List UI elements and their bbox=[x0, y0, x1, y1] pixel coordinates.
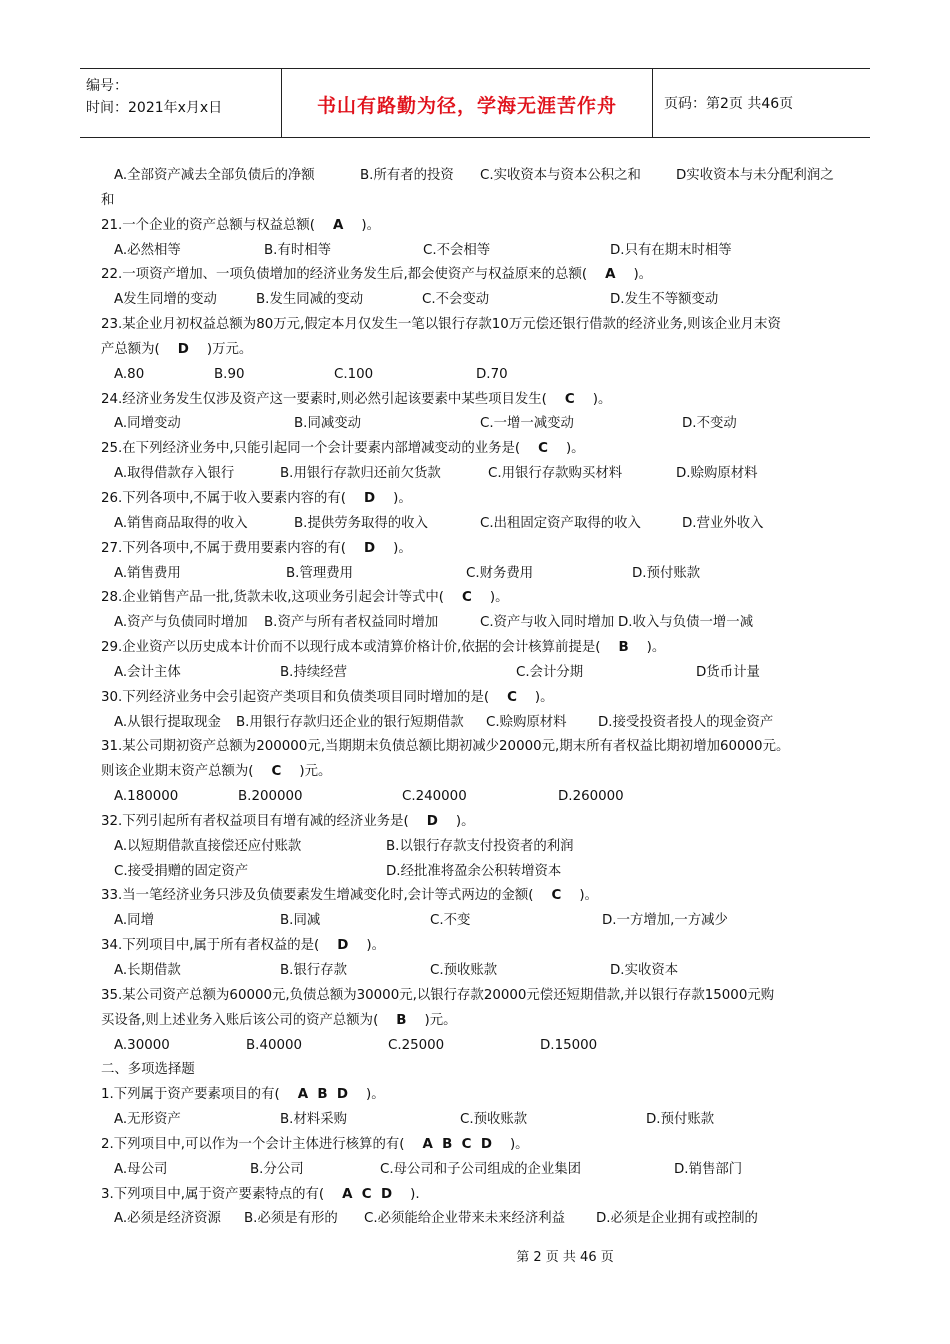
answer-mark: B bbox=[396, 1012, 407, 1028]
options-line bbox=[101, 860, 861, 885]
option-text: B.同减变动 bbox=[294, 416, 362, 432]
question-line bbox=[101, 338, 861, 363]
question-line bbox=[101, 1133, 861, 1158]
question-close: )元。 bbox=[299, 764, 332, 780]
line-text: 31.某公司期初资产总额为200000元,当期期末负债总额比期初减少20000元,期末所有者权益比期初增加60000元。 bbox=[101, 739, 790, 755]
question-close: )。 bbox=[534, 689, 554, 705]
option-text: B.提供劳务取得的收入 bbox=[294, 515, 428, 531]
line-text: 23.某企业月初权益总额为80万元,假定本月仅发生一笔以银行存款10万元偿还银行借款的经济业务,则该企业月末资 bbox=[101, 317, 781, 333]
question-text: 29.企业资产以历史成本计价而不以现行成本或清算价格计价,依据的会计核算前提是( bbox=[101, 640, 601, 656]
option-text: B.管理费用 bbox=[286, 565, 354, 581]
question-text: 30.下列经济业务中会引起资产类项目和负债类项目同时增加的是( bbox=[101, 689, 490, 705]
option-text: C.母公司和子公司组成的企业集团 bbox=[380, 1161, 582, 1177]
answer-mark: A B C D bbox=[422, 1136, 492, 1152]
question-text: 27.下列各项中,不属于费用要素内容的有( bbox=[101, 540, 347, 556]
question-text: 买设备,则上述业务入账后该公司的资产总额为( bbox=[101, 1012, 379, 1028]
option-text: A.同增变动 bbox=[114, 416, 181, 432]
option-text: C.100 bbox=[334, 366, 374, 382]
options-line bbox=[101, 959, 861, 984]
question-close: )。 bbox=[509, 1136, 529, 1152]
answer-mark: D bbox=[426, 813, 438, 829]
time-label: 时间：2021年x月x日 bbox=[86, 100, 223, 116]
option-text: A.取得借款存入银行 bbox=[114, 466, 235, 482]
option-text: B.持续经营 bbox=[280, 664, 348, 680]
text-line bbox=[101, 189, 861, 214]
answer-mark: B bbox=[618, 640, 629, 656]
question-line bbox=[101, 1083, 861, 1108]
question-close: )万元。 bbox=[206, 341, 253, 357]
option-text: D.一方增加,一方减少 bbox=[602, 913, 728, 929]
options-line bbox=[101, 711, 861, 736]
options-line bbox=[101, 1158, 861, 1183]
answer-mark: A bbox=[605, 267, 616, 283]
number-label: 编号： bbox=[86, 78, 128, 94]
question-line bbox=[101, 636, 861, 661]
option-text: D.260000 bbox=[558, 789, 624, 805]
options-line bbox=[101, 363, 861, 388]
option-text: D.销售部门 bbox=[674, 1161, 743, 1177]
question-text: 22.一项资产增加、一项负债增加的经济业务发生后,都会使资产与权益原来的总额( bbox=[101, 267, 588, 283]
options-line bbox=[101, 412, 861, 437]
option-text: D.经批准将盈余公积转增资本 bbox=[386, 863, 562, 879]
option-text: C.预收账款 bbox=[430, 963, 498, 978]
question-line bbox=[101, 214, 861, 239]
question-line bbox=[101, 537, 861, 562]
line-text: 35.某公司资产总额为60000元,负债总额为30000元,以银行存款20000元偿还短期借款,并以银行存款15000元购 bbox=[101, 987, 775, 1003]
option-text: B.用银行存款归还企业的银行短期借款 bbox=[236, 714, 464, 730]
options-line bbox=[101, 1034, 861, 1059]
option-text: A.同增 bbox=[114, 913, 154, 929]
question-text: 则该企业期末资产总额为( bbox=[101, 764, 254, 780]
option-text: A.80 bbox=[114, 366, 145, 382]
page-header bbox=[80, 68, 870, 138]
option-text: C.一增一减变动 bbox=[480, 416, 574, 432]
line-text: 二、多项选择题 bbox=[101, 1062, 195, 1078]
answer-mark: C bbox=[462, 590, 472, 606]
option-text: C.预收账款 bbox=[460, 1112, 528, 1128]
question-line bbox=[101, 884, 861, 909]
option-text: B.以银行存款支付投资者的利润 bbox=[386, 838, 574, 854]
option-text: C.不会变动 bbox=[422, 292, 490, 308]
answer-mark: C bbox=[507, 689, 517, 705]
answer-mark: A C D bbox=[342, 1186, 393, 1202]
option-text: B.90 bbox=[214, 366, 245, 382]
option-text: C.不变 bbox=[430, 913, 471, 929]
question-text: 25.在下列经济业务中,只能引起同一个会计要素内部增减变动的业务是( bbox=[101, 441, 521, 457]
question-line bbox=[101, 760, 861, 785]
option-text: B.必须是有形的 bbox=[244, 1211, 338, 1227]
option-text: B.200000 bbox=[238, 789, 303, 805]
option-text: D.赊购原材料 bbox=[676, 466, 758, 482]
options-line bbox=[101, 785, 861, 810]
option-text: B.用银行存款归还前欠货款 bbox=[280, 466, 441, 482]
options-line bbox=[101, 462, 861, 487]
header-meta bbox=[86, 75, 222, 119]
question-text: 2.下列项目中,可以作为一个会计主体进行核算的有( bbox=[101, 1136, 405, 1152]
option-text: A.全部资产减去全部负债后的净额 bbox=[114, 168, 315, 183]
options-line bbox=[101, 909, 861, 934]
option-text: C.不会相等 bbox=[423, 242, 491, 258]
question-line bbox=[101, 437, 861, 462]
option-text: A.母公司 bbox=[114, 1161, 168, 1177]
option-text: C.会计分期 bbox=[516, 664, 584, 680]
answer-mark: A bbox=[333, 217, 344, 233]
options-line bbox=[101, 239, 861, 264]
question-close: )。 bbox=[565, 441, 585, 457]
options-line bbox=[101, 611, 861, 636]
text-line bbox=[101, 735, 861, 760]
answer-mark: D bbox=[337, 938, 349, 954]
text-line bbox=[101, 1058, 861, 1083]
options-line bbox=[101, 661, 861, 686]
question-close: ). bbox=[410, 1186, 420, 1202]
question-line bbox=[101, 810, 861, 835]
option-text: A.会计主体 bbox=[114, 664, 181, 680]
option-text: A.以短期借款直接偿还应付账款 bbox=[114, 838, 302, 854]
question-close: )。 bbox=[361, 217, 380, 233]
question-text: 24.经济业务发生仅涉及资产这一要素时,则必然引起该要素中某些项目发生( bbox=[101, 391, 547, 407]
option-text: B.材料采购 bbox=[280, 1112, 348, 1128]
option-text: C.资产与收入同时增加 bbox=[480, 615, 615, 631]
question-line bbox=[101, 263, 861, 288]
option-text: A.资产与负债同时增加 bbox=[114, 615, 248, 631]
answer-mark: D bbox=[364, 490, 376, 506]
question-close: )。 bbox=[393, 490, 412, 506]
option-text: B.同减 bbox=[280, 913, 321, 929]
question-line bbox=[101, 686, 861, 711]
option-text: C.实收资本与资本公积之和 bbox=[480, 168, 641, 183]
option-text: C.财务费用 bbox=[466, 565, 534, 581]
question-close: )。 bbox=[489, 590, 509, 606]
option-text: A.30000 bbox=[114, 1037, 170, 1053]
options-line bbox=[101, 164, 861, 189]
line-text: 和 bbox=[101, 192, 115, 208]
option-text: D.营业外收入 bbox=[682, 515, 764, 531]
option-text: C.接受捐赠的固定资产 bbox=[114, 863, 249, 879]
question-close: )。 bbox=[592, 391, 612, 407]
question-line bbox=[101, 487, 861, 512]
question-close: )。 bbox=[579, 888, 598, 904]
option-text: A.销售费用 bbox=[114, 565, 181, 581]
answer-mark: D bbox=[177, 341, 189, 357]
option-text: B.有时相等 bbox=[264, 242, 332, 258]
question-line bbox=[101, 1183, 861, 1208]
question-line bbox=[101, 934, 861, 959]
question-text: 34.下列项目中,属于所有者权益的是( bbox=[101, 938, 320, 954]
option-text: D.接受投资者投人的现金资产 bbox=[598, 714, 774, 730]
question-text: 33.当一笔经济业务只涉及负债要素发生增减变化时,会计等式两边的金额( bbox=[101, 888, 534, 904]
question-text: 28.企业销售产品一批,货款未收,这项业务引起会计等式中( bbox=[101, 590, 445, 606]
option-text: A.必须是经济资源 bbox=[114, 1211, 221, 1227]
option-text: D.不变动 bbox=[682, 416, 737, 432]
option-text: A.180000 bbox=[114, 789, 179, 805]
options-line bbox=[101, 835, 861, 860]
question-close: )。 bbox=[393, 540, 412, 556]
option-text: D.必须是企业拥有或控制的 bbox=[596, 1211, 758, 1227]
answer-mark: C bbox=[564, 391, 575, 407]
option-text: D.15000 bbox=[540, 1037, 598, 1053]
option-text: D实收资本与未分配利润之 bbox=[676, 168, 834, 183]
option-text: C.240000 bbox=[402, 789, 467, 805]
option-text: B.分公司 bbox=[250, 1161, 304, 1177]
question-body bbox=[101, 164, 861, 1232]
options-line bbox=[101, 288, 861, 313]
header-divider bbox=[652, 69, 653, 137]
option-text: A.长期借款 bbox=[114, 963, 181, 978]
option-text: D.实收资本 bbox=[610, 963, 679, 978]
answer-mark: A B D bbox=[297, 1087, 349, 1103]
option-text: D.只有在期末时相等 bbox=[610, 242, 732, 258]
option-text: A.必然相等 bbox=[114, 242, 181, 258]
answer-mark: C bbox=[538, 441, 548, 457]
question-text: 21.一个企业的资产总额与权益总额( bbox=[101, 217, 315, 233]
answer-mark: C bbox=[551, 888, 562, 904]
answer-mark: C bbox=[271, 764, 282, 780]
option-text: A.销售商品取得的收入 bbox=[114, 515, 248, 531]
question-text: 1.下列属于资产要素项目的有( bbox=[101, 1087, 280, 1103]
header-motto: 书山有路勤为径，学海无涯苦作舟 bbox=[316, 95, 617, 117]
text-line bbox=[101, 984, 861, 1009]
option-text: C.必须能给企业带来未来经济利益 bbox=[364, 1211, 566, 1227]
option-text: D.预付账款 bbox=[632, 565, 701, 581]
option-text: C.用银行存款购买材料 bbox=[488, 466, 623, 482]
question-line bbox=[101, 388, 861, 413]
option-text: C.赊购原材料 bbox=[486, 714, 567, 730]
option-text: A.无形资产 bbox=[114, 1112, 181, 1128]
answer-mark: D bbox=[364, 540, 376, 556]
question-close: )。 bbox=[366, 1087, 385, 1103]
question-line bbox=[101, 586, 861, 611]
question-close: )元。 bbox=[424, 1012, 457, 1028]
option-text: C.出租固定资产取得的收入 bbox=[480, 515, 641, 531]
question-text: 26.下列各项中,不属于收入要素内容的有( bbox=[101, 490, 347, 506]
question-close: )。 bbox=[633, 267, 653, 283]
option-text: C.25000 bbox=[388, 1037, 445, 1053]
question-text: 产总额为( bbox=[101, 341, 160, 357]
text-line bbox=[101, 313, 861, 338]
option-text: B.40000 bbox=[246, 1037, 303, 1053]
options-line bbox=[101, 562, 861, 587]
option-text: D.收入与负债一增一减 bbox=[618, 615, 754, 631]
options-line bbox=[101, 1207, 861, 1232]
option-text: D.预付账款 bbox=[646, 1112, 715, 1128]
question-close: )。 bbox=[646, 640, 666, 656]
options-line bbox=[101, 1108, 861, 1133]
question-text: 32.下列引起所有者权益项目有增有减的经济业务是( bbox=[101, 813, 409, 829]
question-text: 3.下列项目中,属于资产要素特点的有( bbox=[101, 1186, 325, 1202]
option-text: B.所有者的投资 bbox=[360, 168, 454, 183]
options-line bbox=[101, 512, 861, 537]
option-text: B.发生同减的变动 bbox=[256, 292, 364, 308]
question-close: )。 bbox=[366, 938, 385, 954]
option-text: B.资产与所有者权益同时增加 bbox=[264, 615, 439, 631]
page-label: 页码：第2页 共46页 bbox=[664, 96, 794, 112]
option-text: A.从银行提取现金 bbox=[114, 714, 221, 730]
page-footer: 第 2 页 共 46 页 bbox=[516, 1250, 614, 1265]
option-text: D货币计量 bbox=[696, 664, 760, 680]
question-close: )。 bbox=[455, 813, 475, 829]
option-text: D.70 bbox=[476, 366, 508, 382]
option-text: A发生同增的变动 bbox=[114, 292, 217, 308]
option-text: B.银行存款 bbox=[280, 963, 348, 978]
question-line bbox=[101, 1009, 861, 1034]
option-text: D.发生不等额变动 bbox=[610, 292, 719, 308]
